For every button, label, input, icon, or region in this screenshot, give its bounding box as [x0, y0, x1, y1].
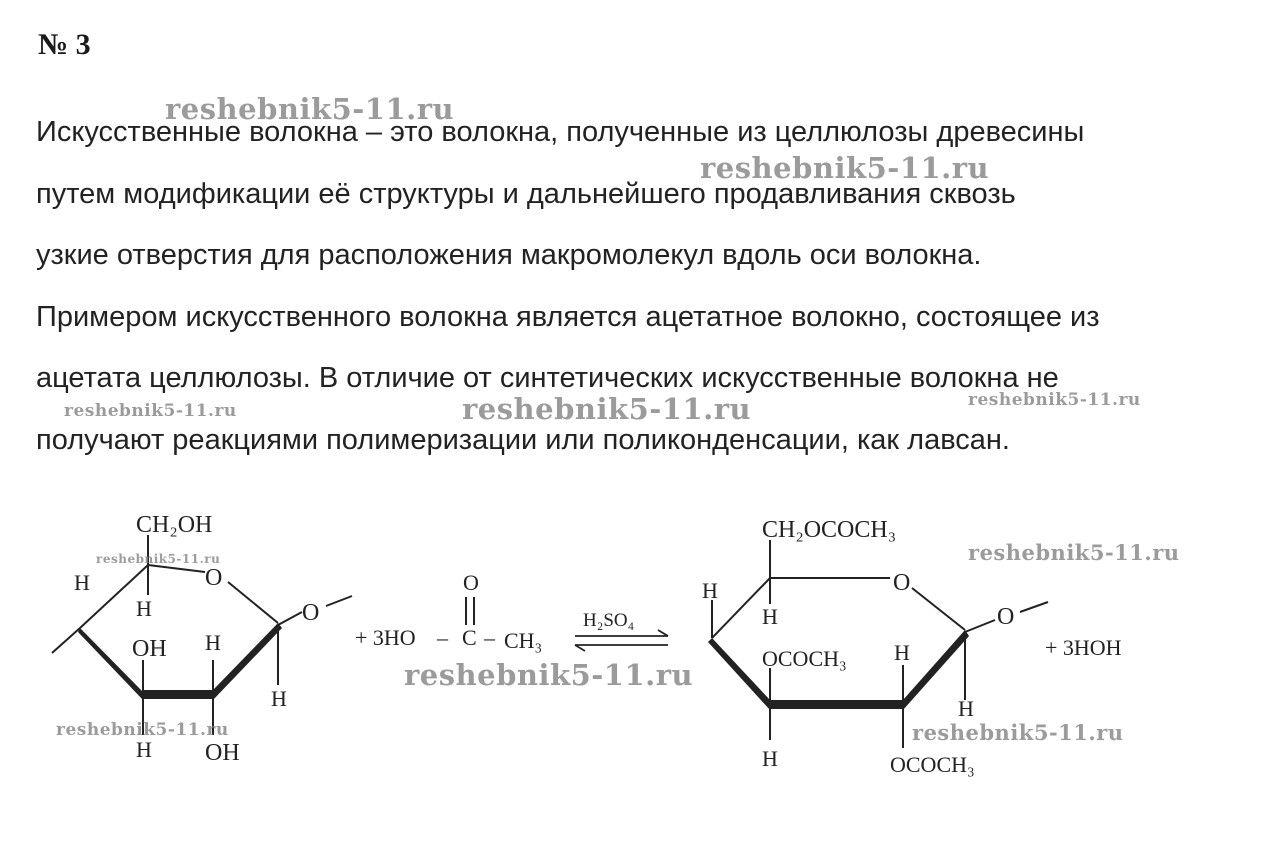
label-product-water: + 3HOH: [1045, 635, 1122, 660]
watermark: reshebnik5-11.ru: [96, 552, 221, 566]
label-h: H: [702, 578, 718, 603]
bold-bond: [143, 690, 213, 699]
label-h: H: [762, 746, 778, 771]
watermark: reshebnik5-11.ru: [404, 658, 694, 692]
acetate-unit: [712, 540, 1048, 748]
label-h: H: [136, 596, 152, 621]
wedge-bond: [708, 638, 770, 710]
label-h: H: [958, 696, 974, 721]
label-h: H: [271, 686, 287, 711]
text-line-5: ацетата целлюлозы. В отличие от синтетических искусственные волокна не: [36, 362, 1059, 394]
label-oh: OH: [132, 636, 167, 662]
text-line-6: получают реакциями полимеризации или поликонденсации, как лавсан.: [36, 423, 1010, 456]
label-h: H: [74, 570, 90, 595]
watermark: reshebnik5-11.ru: [968, 540, 1180, 565]
label-double-o: O: [463, 570, 479, 595]
label-ococh3: OCOCH₃: [890, 752, 975, 777]
watermark: reshebnik5-11.ru: [56, 720, 229, 740]
watermark: reshebnik5-11.ru: [64, 401, 237, 421]
label-h: H: [762, 604, 778, 629]
equilibrium-arrow-icon: [575, 630, 668, 651]
bold-bond: [770, 700, 903, 709]
label-ococh3: OCOCH₃: [762, 646, 847, 671]
task-number: № 3: [38, 28, 91, 61]
text-line-1: Искусственные волокна – это волокна, полученные из целлюлозы древесины: [36, 116, 1085, 148]
label-ch3: CH₃: [504, 628, 543, 653]
label-oh: OH: [205, 740, 240, 766]
answer-text: [36, 102, 1266, 471]
watermark: reshebnik5-11.ru: [968, 390, 1141, 410]
label-catalyst: H₂SO₄: [583, 610, 635, 631]
label-bond-o: O: [997, 604, 1015, 630]
label-reagent-coefficient: + 3HO: [355, 625, 416, 650]
label-h: H: [894, 640, 910, 665]
watermark: reshebnik5-11.ru: [462, 392, 752, 426]
label-ring-o: O: [893, 570, 911, 596]
label-carbon: C: [462, 625, 477, 650]
label-dash: –: [437, 625, 448, 650]
watermark: reshebnik5-11.ru: [912, 720, 1124, 745]
label-ch2oh: CH₂OH: [136, 512, 213, 538]
label-h: H: [205, 630, 221, 655]
label-bond-o: O: [302, 600, 320, 626]
text-line-4: Примером искусственного волокна является ацетатное волокно, состоящее из: [36, 300, 1100, 333]
text-line-2: путем модификации её структуры и дальнейшего продавливания сквозь: [36, 177, 1016, 210]
label-h: H: [136, 737, 152, 762]
label-ring-o: O: [205, 565, 223, 591]
watermark: reshebnik5-11.ru: [700, 151, 990, 185]
label-dash: –: [484, 625, 495, 650]
watermark: reshebnik5-11.ru: [165, 92, 455, 126]
glucose-unit: [52, 535, 352, 735]
double-bond: [466, 597, 474, 625]
reaction-scheme: [0, 490, 1288, 830]
text-line-3: узкие отверстия для расположения макромолекул вдоль оси волокна.: [36, 239, 982, 271]
label-side-chain: CH₂OCOCH₃: [762, 517, 897, 543]
